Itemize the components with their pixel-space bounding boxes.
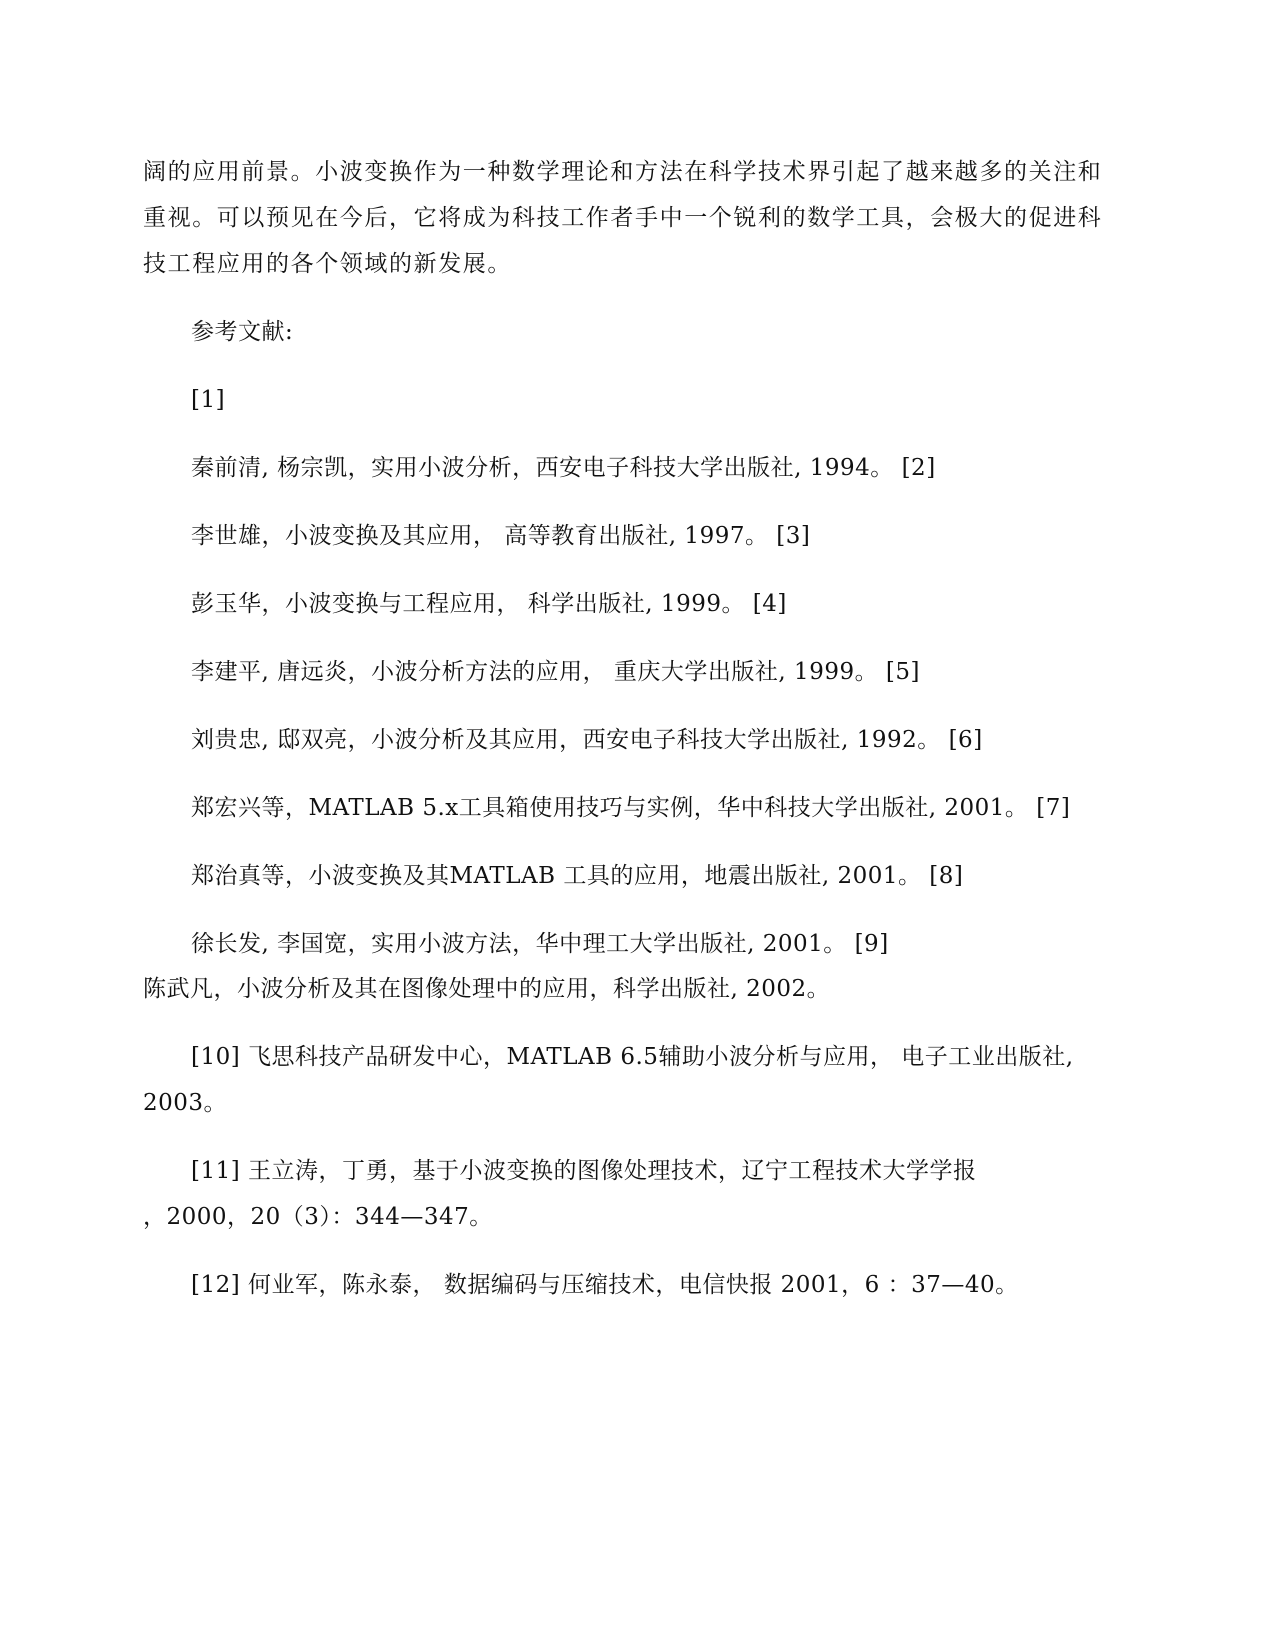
reference-line-1: [1] xyxy=(191,387,226,413)
intro-line-2: 重视。可以预见在今后，它将成为科技工作者手中一个锐利的数学工具，会极大的促进科 xyxy=(143,205,1103,231)
intro-line-1: 阔的应用前景。小波变换作为一种数学理论和方法在科学技术界引起了越来越多的关注和 xyxy=(143,159,1103,185)
reference-line-14: ，2000，20（3）：344—347。 xyxy=(143,1204,493,1230)
reference-line-13: [11] 王立涛，丁勇，基于小波变换的图像处理技术，辽宁工程技术大学学报 xyxy=(191,1158,977,1184)
reference-line-10: 陈武凡，小波分析及其在图像处理中的应用，科学出版社, 2002。 xyxy=(143,976,831,1002)
reference-line-9: 徐长发, 李国宽，实用小波方法，华中理工大学出版社, 2001。 [9] xyxy=(191,931,889,957)
reference-line-4: 彭玉华，小波变换与工程应用， 科学出版社, 1999。 [4] xyxy=(191,591,787,617)
references-heading: 参考文献: xyxy=(191,319,294,345)
reference-line-15: [12] 何业军，陈永泰， 数据编码与压缩技术，电信快报 2001，6 ：37—40。 xyxy=(191,1272,1019,1298)
reference-line-2: 秦前清, 杨宗凯，实用小波分析，西安电子科技大学出版社, 1994。 [2] xyxy=(191,455,936,481)
reference-line-8: 郑治真等，小波变换及其MATLAB 工具的应用，地震出版社, 2001。 [8] xyxy=(191,863,964,889)
reference-line-7: 郑宏兴等，MATLAB 5.x工具箱使用技巧与实例，华中科技大学出版社, 2001。 [7] xyxy=(191,795,1071,821)
reference-line-6: 刘贵忠, 邸双亮，小波分析及其应用，西安电子科技大学出版社, 1992。 [6] xyxy=(191,727,983,753)
reference-line-5: 李建平, 唐远炎，小波分析方法的应用， 重庆大学出版社, 1999。 [5] xyxy=(191,659,920,685)
reference-line-3: 李世雄，小波变换及其应用， 高等教育出版社, 1997。 [3] xyxy=(191,523,811,549)
reference-line-12: 2003。 xyxy=(143,1090,228,1116)
intro-line-3: 技工程应用的各个领域的新发展。 xyxy=(143,251,512,277)
reference-line-11: [10] 飞思科技产品研发中心，MATLAB 6.5辅助小波分析与应用， 电子工业出版社, xyxy=(191,1044,1074,1070)
